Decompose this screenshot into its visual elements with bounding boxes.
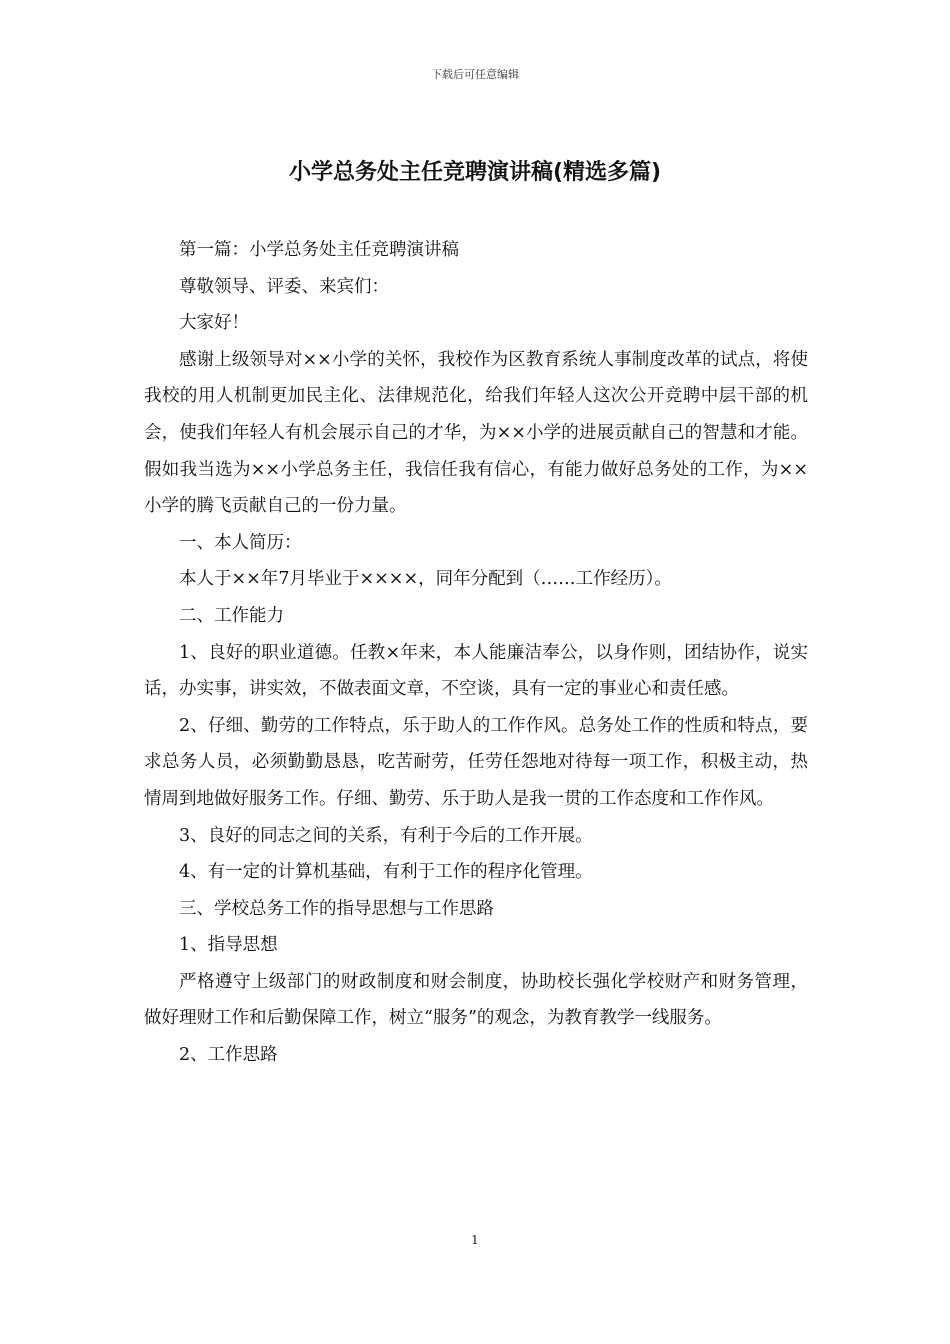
body-paragraph: 3、良好的同志之间的关系，有利于今后的工作开展。 (179, 825, 593, 846)
body-paragraph: 1、良好的职业道德。任教×年来，本人能廉洁奉公，以身作则，团结协作，说实话，办实事，讲实效，不做表面文章，不空谈，具有一定的事业心和责任感。 (144, 642, 808, 700)
subsection-heading-guiding-thought: 1、指导思想 (179, 935, 278, 956)
section-heading-guidance: 三、学校总务工作的指导思想与工作思路 (179, 898, 494, 919)
body-paragraph: 本人于××年7月毕业于××××，同年分配到（……工作经历）。 (179, 569, 672, 590)
page-number: 1 (471, 1233, 479, 1247)
body-paragraph: 严格遵守上级部门的财政制度和财会制度，协助校长强化学校财产和财务管理，做好理财工作和后勤保障工作，树立“服务”的观念，为教育教学一线服务。 (144, 971, 808, 1029)
section-heading-part-one: 第一篇：小学总务处主任竞聘演讲稿 (179, 240, 459, 260)
header-note: 下载后可任意编辑 (431, 68, 519, 81)
body-paragraph: 4、有一定的计算机基础，有利于工作的程序化管理。 (179, 862, 593, 883)
body-paragraph: 2、仔细、勤劳的工作特点，乐于助人的工作作风。总务处工作的性质和特点，要求总务人员，必须勤勤恳恳，吃苦耐劳，任劳任怨地对待每一项工作，积极主动，热情周到地做好服务工作。仔细、勤劳、乐于助人是我一贯的工作态度和工作作风。 (144, 715, 808, 809)
document-title: 小学总务处主任竞聘演讲稿(精选多篇) (288, 160, 662, 185)
section-heading-ability: 二、工作能力 (179, 605, 284, 626)
salutation: 尊敬领导、评委、来宾们： (179, 276, 389, 297)
body-paragraph: 感谢上级领导对××小学的关怀，我校作为区教育系统人事制度改革的试点，将使我校的用人机制更加民主化、法律规范化，给我们年轻人这次公开竞聘中层干部的机会，使我们年轻人有机会展示自己的才华，为××小学的进展贡献自己的智慧和才能。假如我当选为××小学总务主任，我信任我有信心，有能力做好总务处的工作，为××小学的腾飞贡献自己的一份力量。 (144, 349, 808, 517)
subsection-heading-work-approach: 2、工作思路 (179, 1045, 278, 1066)
section-heading-resume: 一、本人简历： (179, 532, 302, 553)
document-body (144, 232, 808, 1074)
greeting: 大家好！ (179, 313, 249, 334)
